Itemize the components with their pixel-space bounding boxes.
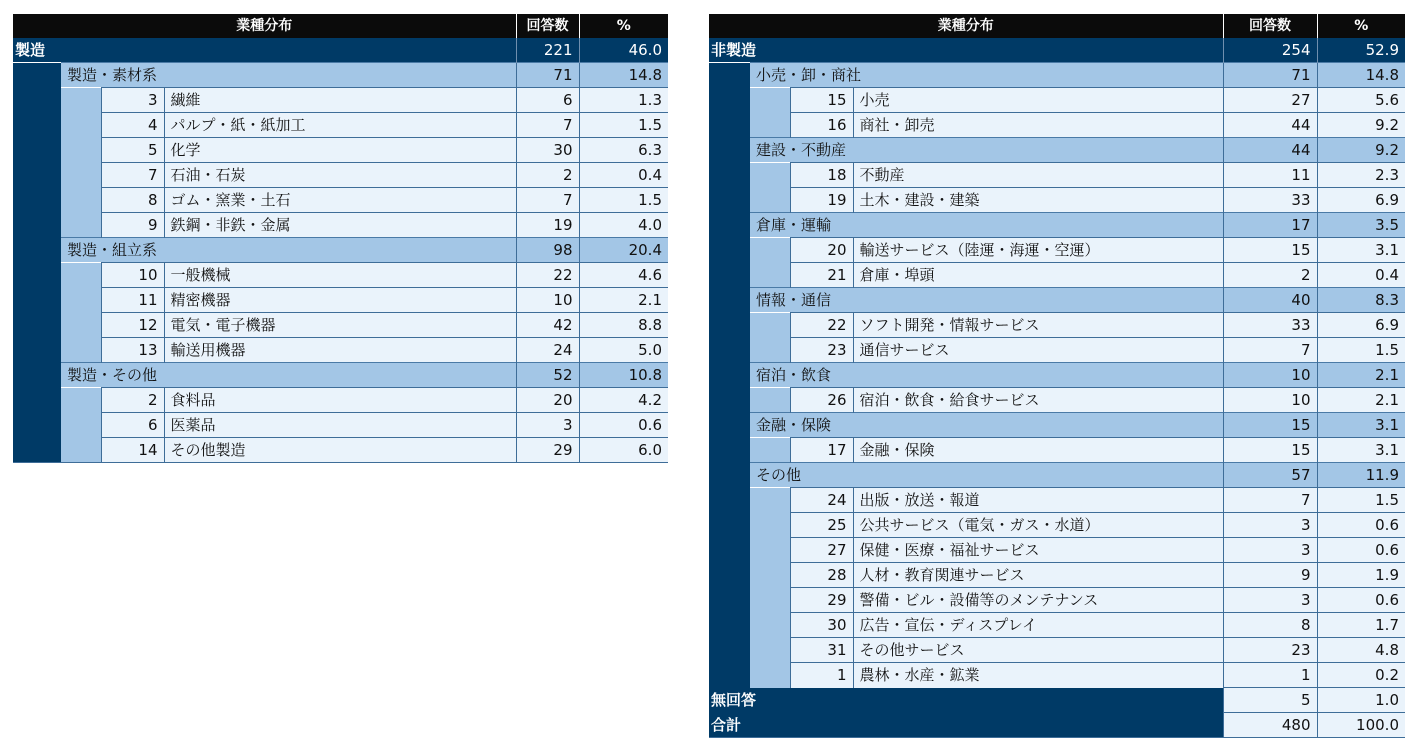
major-band (13, 238, 61, 263)
subcategory-percent: 14.8 (1317, 63, 1405, 88)
total-percent: 100.0 (1317, 713, 1405, 738)
major-band (709, 613, 750, 638)
industry-row (13, 188, 668, 213)
major-band (709, 388, 750, 413)
industry-percent: 0.6 (1317, 538, 1405, 563)
major-band (709, 538, 750, 563)
subcategory-label: その他 (750, 463, 1223, 488)
industry-percent: 1.5 (579, 113, 668, 138)
subcategory-percent: 3.1 (1317, 413, 1405, 438)
non-manufacturing-table (709, 14, 1405, 738)
industry-code: 26 (790, 388, 853, 413)
subcategory-row (13, 238, 668, 263)
industry-row (709, 588, 1405, 613)
industry-name: 化学 (164, 138, 516, 163)
major-band (709, 263, 750, 288)
subcategory-label: 情報・通信 (750, 288, 1223, 313)
industry-code: 24 (790, 488, 853, 513)
subcategory-band (61, 263, 101, 288)
major-band (709, 338, 750, 363)
industry-count: 10 (1223, 388, 1317, 413)
subcategory-count: 98 (516, 238, 579, 263)
major-band (709, 313, 750, 338)
industry-code: 15 (790, 88, 853, 113)
industry-percent: 1.5 (1317, 338, 1405, 363)
industry-row (13, 263, 668, 288)
industry-percent: 1.5 (579, 188, 668, 213)
major-category-row (709, 38, 1405, 63)
industry-name: 不動産 (853, 163, 1223, 188)
major-band (13, 313, 61, 338)
subcategory-band (750, 113, 790, 138)
header-row (13, 14, 668, 38)
industry-row (709, 238, 1405, 263)
industry-name: 保健・医療・福祉サービス (853, 538, 1223, 563)
industry-row (709, 613, 1405, 638)
industry-count: 7 (516, 188, 579, 213)
subcategory-count: 17 (1223, 213, 1317, 238)
industry-name: 通信サービス (853, 338, 1223, 363)
industry-percent: 6.3 (579, 138, 668, 163)
industry-code: 19 (790, 188, 853, 213)
industry-name: 人材・教育関連サービス (853, 563, 1223, 588)
major-category-percent: 52.9 (1317, 38, 1405, 63)
major-band (13, 188, 61, 213)
industry-count: 29 (516, 438, 579, 463)
subcategory-band (61, 413, 101, 438)
industry-row (709, 263, 1405, 288)
major-band (709, 163, 750, 188)
industry-percent: 4.6 (579, 263, 668, 288)
subcategory-band (750, 663, 790, 688)
industry-name: 精密機器 (164, 288, 516, 313)
industry-row (709, 388, 1405, 413)
industry-percent: 3.1 (1317, 438, 1405, 463)
industry-count: 9 (1223, 563, 1317, 588)
no_answer-label: 無回答 (709, 688, 1223, 713)
industry-count: 3 (1223, 538, 1317, 563)
industry-code: 10 (101, 263, 164, 288)
subcategory-percent: 20.4 (579, 238, 668, 263)
industry-name: その他サービス (853, 638, 1223, 663)
industry-count: 1 (1223, 663, 1317, 688)
industry-name: 小売 (853, 88, 1223, 113)
industry-name: 宿泊・飲食・給食サービス (853, 388, 1223, 413)
subcategory-count: 44 (1223, 138, 1317, 163)
subcategory-label: 小売・卸・商社 (750, 63, 1223, 88)
industry-percent: 1.7 (1317, 613, 1405, 638)
subcategory-count: 71 (1223, 63, 1317, 88)
industry-code: 27 (790, 538, 853, 563)
major-band (13, 363, 61, 388)
industry-row (13, 88, 668, 113)
industry-count: 7 (516, 113, 579, 138)
subcategory-label: 製造・組立系 (61, 238, 516, 263)
industry-count: 7 (1223, 488, 1317, 513)
industry-code: 17 (790, 438, 853, 463)
industry-row (13, 413, 668, 438)
major-band (709, 638, 750, 663)
subcategory-row (709, 363, 1405, 388)
industry-row (709, 163, 1405, 188)
industry-percent: 0.6 (1317, 513, 1405, 538)
industry-code: 28 (790, 563, 853, 588)
major-band (709, 88, 750, 113)
industry-percent: 1.3 (579, 88, 668, 113)
industry-count: 20 (516, 388, 579, 413)
subcategory-band (750, 88, 790, 113)
industry-name: 倉庫・埠頭 (853, 263, 1223, 288)
industry-row (709, 563, 1405, 588)
industry-name: 医薬品 (164, 413, 516, 438)
major-band (709, 188, 750, 213)
subcategory-label: 金融・保険 (750, 413, 1223, 438)
industry-code: 6 (101, 413, 164, 438)
subcategory-band (61, 213, 101, 238)
industry-row (709, 663, 1405, 688)
subcategory-percent: 9.2 (1317, 138, 1405, 163)
subcategory-band (61, 438, 101, 463)
industry-name: ゴム・窯業・土石 (164, 188, 516, 213)
industry-percent: 0.4 (579, 163, 668, 188)
major-band (709, 588, 750, 613)
major-category-label: 製造 (13, 38, 516, 63)
industry-count: 30 (516, 138, 579, 163)
industry-code: 2 (101, 388, 164, 413)
industry-percent: 2.1 (1317, 388, 1405, 413)
industry-name: 輸送用機器 (164, 338, 516, 363)
subcategory-count: 57 (1223, 463, 1317, 488)
subcategory-band (61, 88, 101, 113)
total-label: 合計 (709, 713, 1223, 738)
industry-code: 9 (101, 213, 164, 238)
major-band (709, 138, 750, 163)
major-category-count: 254 (1223, 38, 1317, 63)
subcategory-band (750, 263, 790, 288)
industry-percent: 1.9 (1317, 563, 1405, 588)
subcategory-label: 宿泊・飲食 (750, 363, 1223, 388)
industry-percent: 5.0 (579, 338, 668, 363)
industry-name: 公共サービス（電気・ガス・水道） (853, 513, 1223, 538)
industry-row (13, 213, 668, 238)
industry-code: 21 (790, 263, 853, 288)
industry-percent: 0.6 (579, 413, 668, 438)
subcategory-row (709, 138, 1405, 163)
industry-percent: 4.8 (1317, 638, 1405, 663)
industry-name: 一般機械 (164, 263, 516, 288)
industry-name: ソフト開発・情報サービス (853, 313, 1223, 338)
subcategory-row (709, 413, 1405, 438)
industry-row (709, 488, 1405, 513)
subcategory-label: 製造・その他 (61, 363, 516, 388)
major-band (13, 263, 61, 288)
major-band (13, 388, 61, 413)
subcategory-band (750, 513, 790, 538)
industry-row (13, 313, 668, 338)
industry-row (709, 513, 1405, 538)
industry-count: 8 (1223, 613, 1317, 638)
major-category-row (13, 38, 668, 63)
subcategory-band (750, 613, 790, 638)
industry-code: 1 (790, 663, 853, 688)
major-band (709, 438, 750, 463)
non-manufacturing-body (709, 38, 1405, 738)
industry-count: 6 (516, 88, 579, 113)
industry-row (709, 638, 1405, 663)
industry-row (709, 188, 1405, 213)
industry-code: 31 (790, 638, 853, 663)
major-band (13, 438, 61, 463)
industry-code: 4 (101, 113, 164, 138)
subcategory-band (750, 538, 790, 563)
major-band (13, 338, 61, 363)
industry-count: 22 (516, 263, 579, 288)
header-percent: % (1317, 14, 1405, 38)
industry-percent: 0.2 (1317, 663, 1405, 688)
subcategory-band (750, 313, 790, 338)
industry-code: 11 (101, 288, 164, 313)
subcategory-label: 倉庫・運輸 (750, 213, 1223, 238)
industry-code: 7 (101, 163, 164, 188)
industry-code: 23 (790, 338, 853, 363)
subcategory-label: 製造・素材系 (61, 63, 516, 88)
industry-name: 広告・宣伝・ディスプレイ (853, 613, 1223, 638)
subcategory-count: 10 (1223, 363, 1317, 388)
industry-percent: 3.1 (1317, 238, 1405, 263)
subcategory-band (750, 588, 790, 613)
industry-name: 商社・卸売 (853, 113, 1223, 138)
industry-count: 33 (1223, 313, 1317, 338)
industry-name: 石油・石炭 (164, 163, 516, 188)
major-band (709, 363, 750, 388)
industry-percent: 6.9 (1317, 188, 1405, 213)
subcategory-band (750, 163, 790, 188)
industry-count: 15 (1223, 438, 1317, 463)
industry-count: 2 (516, 163, 579, 188)
subcategory-percent: 10.8 (579, 363, 668, 388)
industry-percent: 4.2 (579, 388, 668, 413)
industry-percent: 2.3 (1317, 163, 1405, 188)
major-band (13, 63, 61, 88)
subcategory-count: 40 (1223, 288, 1317, 313)
header-count: 回答数 (516, 14, 579, 38)
industry-name: 鉄鋼・非鉄・金属 (164, 213, 516, 238)
industry-percent: 2.1 (579, 288, 668, 313)
major-band (709, 488, 750, 513)
major-band (709, 413, 750, 438)
industry-count: 7 (1223, 338, 1317, 363)
major-band (709, 663, 750, 688)
industry-name: その他製造 (164, 438, 516, 463)
industry-count: 44 (1223, 113, 1317, 138)
subcategory-row (709, 463, 1405, 488)
subcategory-count: 52 (516, 363, 579, 388)
industry-name: 電気・電子機器 (164, 313, 516, 338)
industry-count: 24 (516, 338, 579, 363)
subcategory-band (750, 338, 790, 363)
industry-count: 3 (516, 413, 579, 438)
subcategory-band (750, 488, 790, 513)
industry-row (13, 163, 668, 188)
industry-percent: 4.0 (579, 213, 668, 238)
major-band (13, 213, 61, 238)
major-category-count: 221 (516, 38, 579, 63)
subcategory-band (61, 138, 101, 163)
industry-count: 42 (516, 313, 579, 338)
industry-code: 3 (101, 88, 164, 113)
major-band (13, 88, 61, 113)
no_answer-count: 5 (1223, 688, 1317, 713)
industry-percent: 5.6 (1317, 88, 1405, 113)
major-band (709, 563, 750, 588)
subcategory-band (61, 188, 101, 213)
major-band (709, 63, 750, 88)
industry-code: 18 (790, 163, 853, 188)
industry-name: 警備・ビル・設備等のメンテナンス (853, 588, 1223, 613)
subcategory-percent: 8.3 (1317, 288, 1405, 313)
total-row (709, 713, 1405, 738)
industry-row (13, 388, 668, 413)
header-category: 業種分布 (13, 14, 516, 38)
industry-name: パルプ・紙・紙加工 (164, 113, 516, 138)
industry-code: 13 (101, 338, 164, 363)
industry-percent: 6.9 (1317, 313, 1405, 338)
industry-name: 農林・水産・鉱業 (853, 663, 1223, 688)
header-count: 回答数 (1223, 14, 1317, 38)
industry-percent: 1.5 (1317, 488, 1405, 513)
industry-code: 12 (101, 313, 164, 338)
total-count: 480 (1223, 713, 1317, 738)
industry-count: 11 (1223, 163, 1317, 188)
industry-row (13, 338, 668, 363)
industry-percent: 9.2 (1317, 113, 1405, 138)
subcategory-band (750, 388, 790, 413)
industry-percent: 6.0 (579, 438, 668, 463)
major-band (13, 113, 61, 138)
major-band (709, 288, 750, 313)
industry-count: 3 (1223, 513, 1317, 538)
subcategory-band (750, 563, 790, 588)
major-band (13, 163, 61, 188)
industry-count: 33 (1223, 188, 1317, 213)
industry-code: 5 (101, 138, 164, 163)
major-band (13, 413, 61, 438)
industry-code: 8 (101, 188, 164, 213)
subcategory-band (61, 313, 101, 338)
subcategory-band (61, 288, 101, 313)
subcategory-row (709, 213, 1405, 238)
industry-code: 29 (790, 588, 853, 613)
industry-code: 16 (790, 113, 853, 138)
industry-count: 27 (1223, 88, 1317, 113)
subcategory-band (750, 638, 790, 663)
industry-row (709, 438, 1405, 463)
industry-row (709, 88, 1405, 113)
subcategory-percent: 14.8 (579, 63, 668, 88)
subcategory-band (61, 163, 101, 188)
industry-code: 20 (790, 238, 853, 263)
major-band (709, 113, 750, 138)
subcategory-row (13, 363, 668, 388)
subcategory-band (61, 338, 101, 363)
industry-count: 23 (1223, 638, 1317, 663)
manufacturing-body (13, 38, 668, 463)
no-answer-row (709, 688, 1405, 713)
subcategory-band (61, 113, 101, 138)
major-band (709, 213, 750, 238)
subcategory-row (13, 63, 668, 88)
industry-code: 14 (101, 438, 164, 463)
industry-percent: 0.6 (1317, 588, 1405, 613)
industry-name: 土木・建設・建築 (853, 188, 1223, 213)
subcategory-count: 71 (516, 63, 579, 88)
industry-count: 15 (1223, 238, 1317, 263)
industry-code: 30 (790, 613, 853, 638)
major-band (709, 463, 750, 488)
industry-percent: 0.4 (1317, 263, 1405, 288)
industry-name: 繊維 (164, 88, 516, 113)
industry-name: 食料品 (164, 388, 516, 413)
subcategory-percent: 11.9 (1317, 463, 1405, 488)
industry-count: 2 (1223, 263, 1317, 288)
industry-percent: 8.8 (579, 313, 668, 338)
industry-row (13, 438, 668, 463)
subcategory-label: 建設・不動産 (750, 138, 1223, 163)
subcategory-row (709, 63, 1405, 88)
header-category: 業種分布 (709, 14, 1223, 38)
major-band (709, 238, 750, 263)
industry-row (13, 288, 668, 313)
subcategory-percent: 2.1 (1317, 363, 1405, 388)
subcategory-count: 15 (1223, 413, 1317, 438)
subcategory-band (750, 188, 790, 213)
subcategory-row (709, 288, 1405, 313)
header-percent: % (579, 14, 668, 38)
subcategory-percent: 3.5 (1317, 213, 1405, 238)
industry-row (709, 313, 1405, 338)
major-category-label: 非製造 (709, 38, 1223, 63)
industry-name: 出版・放送・報道 (853, 488, 1223, 513)
industry-code: 22 (790, 313, 853, 338)
major-category-percent: 46.0 (579, 38, 668, 63)
manufacturing-table (13, 14, 668, 463)
subcategory-band (750, 238, 790, 263)
industry-name: 輸送サービス（陸運・海運・空運） (853, 238, 1223, 263)
industry-count: 3 (1223, 588, 1317, 613)
industry-count: 19 (516, 213, 579, 238)
major-band (13, 138, 61, 163)
industry-name: 金融・保険 (853, 438, 1223, 463)
major-band (709, 513, 750, 538)
industry-count: 10 (516, 288, 579, 313)
industry-row (709, 113, 1405, 138)
industry-row (709, 338, 1405, 363)
industry-code: 25 (790, 513, 853, 538)
industry-row (13, 113, 668, 138)
no_answer-percent: 1.0 (1317, 688, 1405, 713)
subcategory-band (61, 388, 101, 413)
header-row (709, 14, 1405, 38)
subcategory-band (750, 438, 790, 463)
industry-row (13, 138, 668, 163)
major-band (13, 288, 61, 313)
industry-row (709, 538, 1405, 563)
